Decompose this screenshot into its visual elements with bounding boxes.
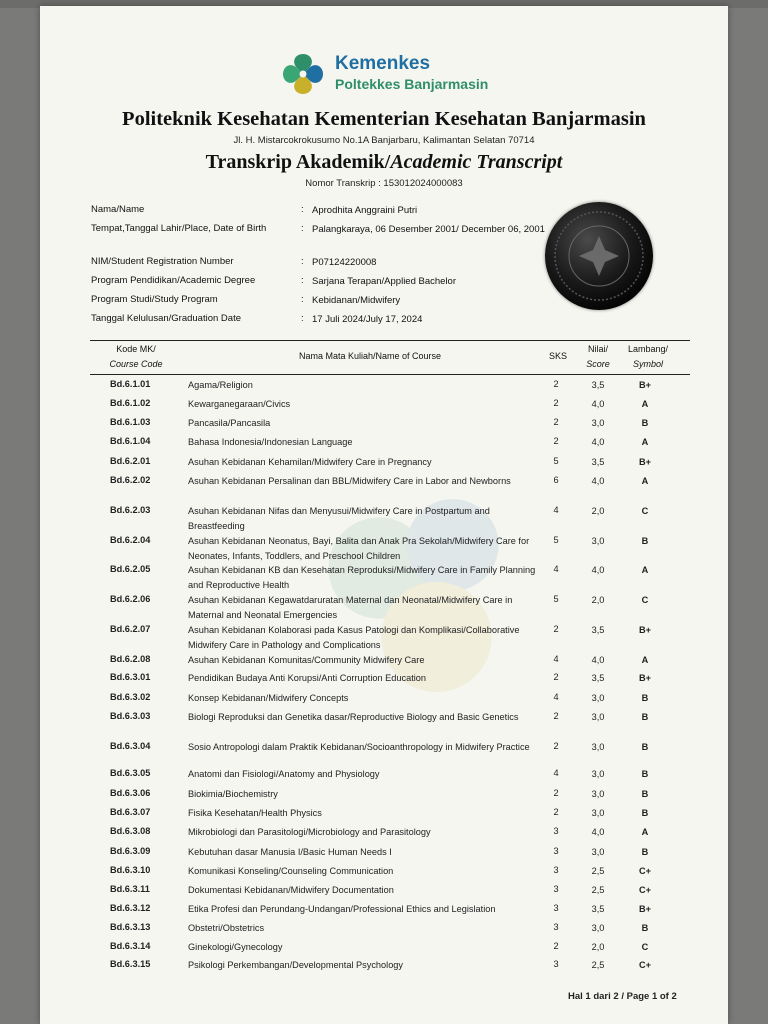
course-code: Bd.6.3.08	[110, 826, 151, 836]
course-code: Bd.6.3.12	[110, 903, 151, 913]
info-value-nim: P07124220008	[312, 257, 377, 268]
course-name: Ginekologi/Gynecology	[188, 942, 283, 952]
course-name: Dokumentasi Kebidanan/Midwifery Documentation	[188, 885, 394, 895]
course-code: Bd.6.2.03	[110, 505, 151, 515]
title-indonesian: Transkrip Akademik/	[205, 151, 391, 173]
course-score: 4,0	[591, 437, 605, 447]
course-sks: 5	[553, 535, 559, 545]
course-sks: 5	[553, 594, 559, 604]
course-name: Sosio Antropologi dalam Praktik Kebidanan/Socioanthropology in Midwifery Practice	[188, 742, 530, 752]
course-sks: 2	[553, 788, 559, 798]
course-code: Bd.6.2.04	[110, 535, 151, 545]
info-label-program: Program Studi/Study Program	[91, 294, 218, 305]
column-header-name: Nama Mata Kuliah/Name of Course	[298, 351, 442, 361]
course-sks: 2	[553, 672, 559, 682]
column-header-code-line2: Course Code	[109, 359, 163, 369]
course-name: Asuhan Kebidanan Kegawatdaruratan Maternal dan Neonatal/Midwifery Care in Maternal and Neonatal Emergencies	[188, 595, 513, 620]
info-label-nim: NIM/Student Registration Number	[91, 256, 234, 267]
course-symbol: B	[641, 769, 649, 779]
course-name: Pendidikan Budaya Anti Korupsi/Anti Corruption Education	[188, 673, 427, 683]
course-code: Bd.6.3.15	[110, 959, 151, 969]
column-header-symbol-line2: Symbol	[632, 359, 663, 369]
info-colon: :	[301, 275, 304, 286]
course-symbol: C	[641, 595, 649, 605]
course-score: 3,5	[591, 673, 605, 683]
info-value-graduation: 17 Juli 2024/July 17, 2024	[312, 314, 423, 325]
course-sks: 4	[553, 768, 559, 778]
course-code: Bd.6.2.08	[110, 654, 151, 664]
course-sks: 2	[553, 941, 559, 951]
course-score: 3,0	[591, 847, 605, 857]
course-name: Mikrobiologi dan Parasitologi/Microbiology and Parasitology	[188, 827, 431, 837]
course-symbol: B	[641, 923, 649, 933]
course-sks: 4	[553, 654, 559, 664]
course-symbol: A	[641, 565, 649, 575]
course-name: Asuhan Kebidanan Persalinan dan BBL/Midwifery Care in Labor and Newborns	[188, 476, 511, 486]
course-symbol: C+	[638, 960, 651, 970]
course-score: 3,0	[591, 742, 605, 752]
course-symbol: B+	[638, 904, 651, 914]
course-name: Asuhan Kebidanan Komunitas/Community Midwifery Care	[188, 655, 425, 665]
course-score: 2,5	[591, 866, 605, 876]
course-name: Psikologi Perkembangan/Developmental Psychology	[188, 960, 404, 970]
course-symbol: B+	[638, 457, 651, 467]
course-score: 2,0	[591, 595, 605, 605]
logo-subtitle: Poltekkes Banjarmasin	[335, 76, 489, 92]
course-symbol: A	[641, 827, 649, 837]
course-symbol: C+	[638, 885, 651, 895]
course-symbol: A	[641, 437, 649, 447]
course-symbol: B	[641, 789, 649, 799]
institution-name: Politeknik Kesehatan Kementerian Kesehatan Banjarmasin	[122, 108, 646, 130]
course-sks: 2	[553, 711, 559, 721]
course-symbol: A	[641, 476, 649, 486]
course-name: Kewarganegaraan/Civics	[188, 399, 291, 409]
course-sks: 2	[553, 807, 559, 817]
course-code: Bd.6.1.03	[110, 417, 151, 427]
course-code: Bd.6.3.05	[110, 768, 151, 778]
official-seal-icon	[545, 202, 653, 310]
course-name: Konsep Kebidanan/Midwifery Concepts	[188, 693, 349, 703]
course-symbol: A	[641, 399, 649, 409]
course-code: Bd.6.2.02	[110, 475, 151, 485]
course-code: Bd.6.2.07	[110, 624, 151, 634]
course-sks: 4	[553, 564, 559, 574]
info-label-degree: Program Pendidikan/Academic Degree	[91, 275, 256, 286]
info-colon: :	[301, 294, 304, 305]
course-symbol: B	[641, 693, 649, 703]
course-score: 2,0	[591, 942, 605, 952]
course-score: 3,0	[591, 536, 605, 546]
course-score: 3,0	[591, 712, 605, 722]
course-score: 4,0	[591, 827, 605, 837]
transcript-page	[40, 6, 728, 1024]
course-code: Bd.6.2.06	[110, 594, 151, 604]
course-symbol: B	[641, 742, 649, 752]
course-name: Etika Profesi dan Perundang-Undangan/Professional Ethics and Legislation	[188, 904, 496, 914]
logo-title: Kemenkes	[335, 53, 431, 74]
course-name: Komunikasi Konseling/Counseling Communication	[188, 866, 394, 876]
course-score: 3,0	[591, 769, 605, 779]
course-score: 3,0	[591, 693, 605, 703]
course-sks: 3	[553, 903, 559, 913]
column-header-score-line1: Nilai/	[587, 344, 608, 354]
course-name: Anatomi dan Fisiologi/Anatomy and Physiology	[188, 769, 380, 779]
course-score: 4,0	[591, 655, 605, 665]
course-code: Bd.6.1.04	[110, 436, 151, 446]
course-score: 2,0	[591, 506, 605, 516]
course-score: 3,5	[591, 904, 605, 914]
info-label-birth: Tempat,Tanggal Lahir/Place, Date of Birth	[91, 223, 267, 234]
course-symbol: B	[641, 847, 649, 857]
column-header-code-line1: Kode MK/	[116, 344, 156, 354]
course-symbol: B	[641, 536, 649, 546]
course-sks: 3	[553, 846, 559, 856]
title-english: Academic Transcript	[390, 151, 563, 173]
column-header-score	[580, 342, 616, 372]
course-symbol: B+	[638, 673, 651, 683]
course-score: 2,5	[591, 885, 605, 895]
course-symbol: B+	[638, 380, 651, 390]
seal-emblem-icon	[545, 202, 653, 310]
course-score: 3,0	[591, 808, 605, 818]
course-sks: 2	[553, 398, 559, 408]
course-score: 4,0	[591, 476, 605, 486]
institution-address: Jl. H. Mistarcokrokusumo No.1A Banjarbaru, Kalimantan Selatan 70714	[233, 135, 535, 146]
course-code: Bd.6.3.14	[110, 941, 151, 951]
course-name: Kebutuhan dasar Manusia I/Basic Human Needs I	[188, 847, 392, 857]
course-name: Bahasa Indonesia/Indonesian Language	[188, 437, 353, 447]
course-symbol: B	[641, 418, 649, 428]
course-code: Bd.6.3.02	[110, 692, 151, 702]
course-score: 4,0	[591, 565, 605, 575]
course-code: Bd.6.3.01	[110, 672, 151, 682]
course-name: Asuhan Kebidanan Kehamilan/Midwifery Care in Pregnancy	[188, 457, 432, 467]
course-name: Obstetri/Obstetrics	[188, 923, 265, 933]
course-symbol: B	[641, 808, 649, 818]
course-score: 3,5	[591, 457, 605, 467]
table-header-rule	[90, 374, 690, 375]
course-sks: 3	[553, 959, 559, 969]
info-colon: :	[301, 223, 304, 234]
course-code: Bd.6.3.10	[110, 865, 151, 875]
course-sks: 2	[553, 417, 559, 427]
course-sks: 6	[553, 475, 559, 485]
course-sks: 2	[553, 624, 559, 634]
course-sks: 3	[553, 884, 559, 894]
course-sks: 4	[553, 505, 559, 515]
info-colon: :	[301, 256, 304, 267]
course-code: Bd.6.3.11	[110, 884, 150, 894]
course-score: 3,0	[591, 789, 605, 799]
info-label-graduation: Tanggal Kelulusan/Graduation Date	[91, 313, 241, 324]
course-name: Biologi Reproduksi dan Genetika dasar/Reproductive Biology and Basic Genetics	[188, 712, 519, 722]
course-score: 4,0	[591, 399, 605, 409]
course-score: 2,5	[591, 960, 605, 970]
column-header-symbol	[620, 342, 676, 372]
table-top-rule	[90, 340, 690, 341]
course-name: Asuhan Kebidanan KB dan Kesehatan Reproduksi/Midwifery Care in Family Planning and Reproductive Health	[188, 565, 536, 590]
course-name: Asuhan Kebidanan Kolaborasi pada Kasus Patologi dan Komplikasi/Collaborative Midwifery Care in Pathology and Complications	[188, 625, 520, 650]
transcript-number: Nomor Transkrip : 153012024000083	[305, 178, 463, 189]
course-code: Bd.6.3.07	[110, 807, 151, 817]
info-value-program: Kebidanan/Midwifery	[312, 295, 401, 306]
course-sks: 3	[553, 865, 559, 875]
course-sks: 2	[553, 436, 559, 446]
course-name: Asuhan Kebidanan Nifas dan Menyusui/Midwifery Care in Postpartum and Breastfeeding	[188, 506, 490, 531]
page-footer: Hal 1 dari 2 / Page 1 of 2	[568, 991, 677, 1002]
kemenkes-leaf-logo-icon	[279, 50, 327, 98]
column-header-score-line2: Score	[586, 359, 610, 369]
document-title	[40, 151, 728, 174]
course-code: Bd.6.2.01	[110, 456, 151, 466]
course-code: Bd.6.3.03	[110, 711, 151, 721]
info-label-name: Nama/Name	[91, 204, 145, 215]
info-value-birth: Palangkaraya, 06 Desember 2001/ December 06, 2001	[312, 224, 545, 235]
course-sks: 2	[553, 741, 559, 751]
course-symbol: B	[641, 712, 649, 722]
course-name: Agama/Religion	[188, 380, 253, 390]
course-sks: 5	[553, 456, 559, 466]
course-code: Bd.6.3.04	[110, 741, 151, 751]
course-score: 3,0	[591, 923, 605, 933]
course-sks: 2	[553, 379, 559, 389]
course-score: 3,5	[591, 625, 605, 635]
info-value-degree: Sarjana Terapan/Applied Bachelor	[312, 276, 457, 287]
info-value-name: Aprodhita Anggraini Putri	[312, 205, 418, 216]
info-colon: :	[301, 204, 304, 215]
course-symbol: B+	[638, 625, 651, 635]
column-header-symbol-line1: Lambang/	[627, 344, 669, 354]
course-name: Biokimia/Biochemistry	[188, 789, 278, 799]
course-sks: 3	[553, 826, 559, 836]
info-colon: :	[301, 313, 304, 324]
course-name: Fisika Kesehatan/Health Physics	[188, 808, 322, 818]
course-sks: 4	[553, 692, 559, 702]
course-code: Bd.6.3.13	[110, 922, 151, 932]
course-name: Asuhan Kebidanan Neonatus, Bayi, Balita dan Anak Pra Sekolah/Midwifery Care for Neonates, Infants, Toddlers, and Preschool Children	[188, 536, 530, 561]
course-sks: 3	[553, 922, 559, 932]
course-symbol: C	[641, 506, 649, 516]
course-code: Bd.6.2.05	[110, 564, 151, 574]
course-code: Bd.6.3.09	[110, 846, 151, 856]
course-symbol: C	[641, 942, 649, 952]
course-score: 3,5	[591, 380, 605, 390]
column-header-code	[100, 342, 172, 372]
course-code: Bd.6.1.01	[110, 379, 151, 389]
course-name: Pancasila/Pancasila	[188, 418, 271, 428]
course-score: 3,0	[591, 418, 605, 428]
course-symbol: C+	[638, 866, 651, 876]
course-code: Bd.6.1.02	[110, 398, 151, 408]
column-header-sks: SKS	[548, 351, 567, 361]
course-symbol: A	[641, 655, 649, 665]
course-code: Bd.6.3.06	[110, 788, 151, 798]
